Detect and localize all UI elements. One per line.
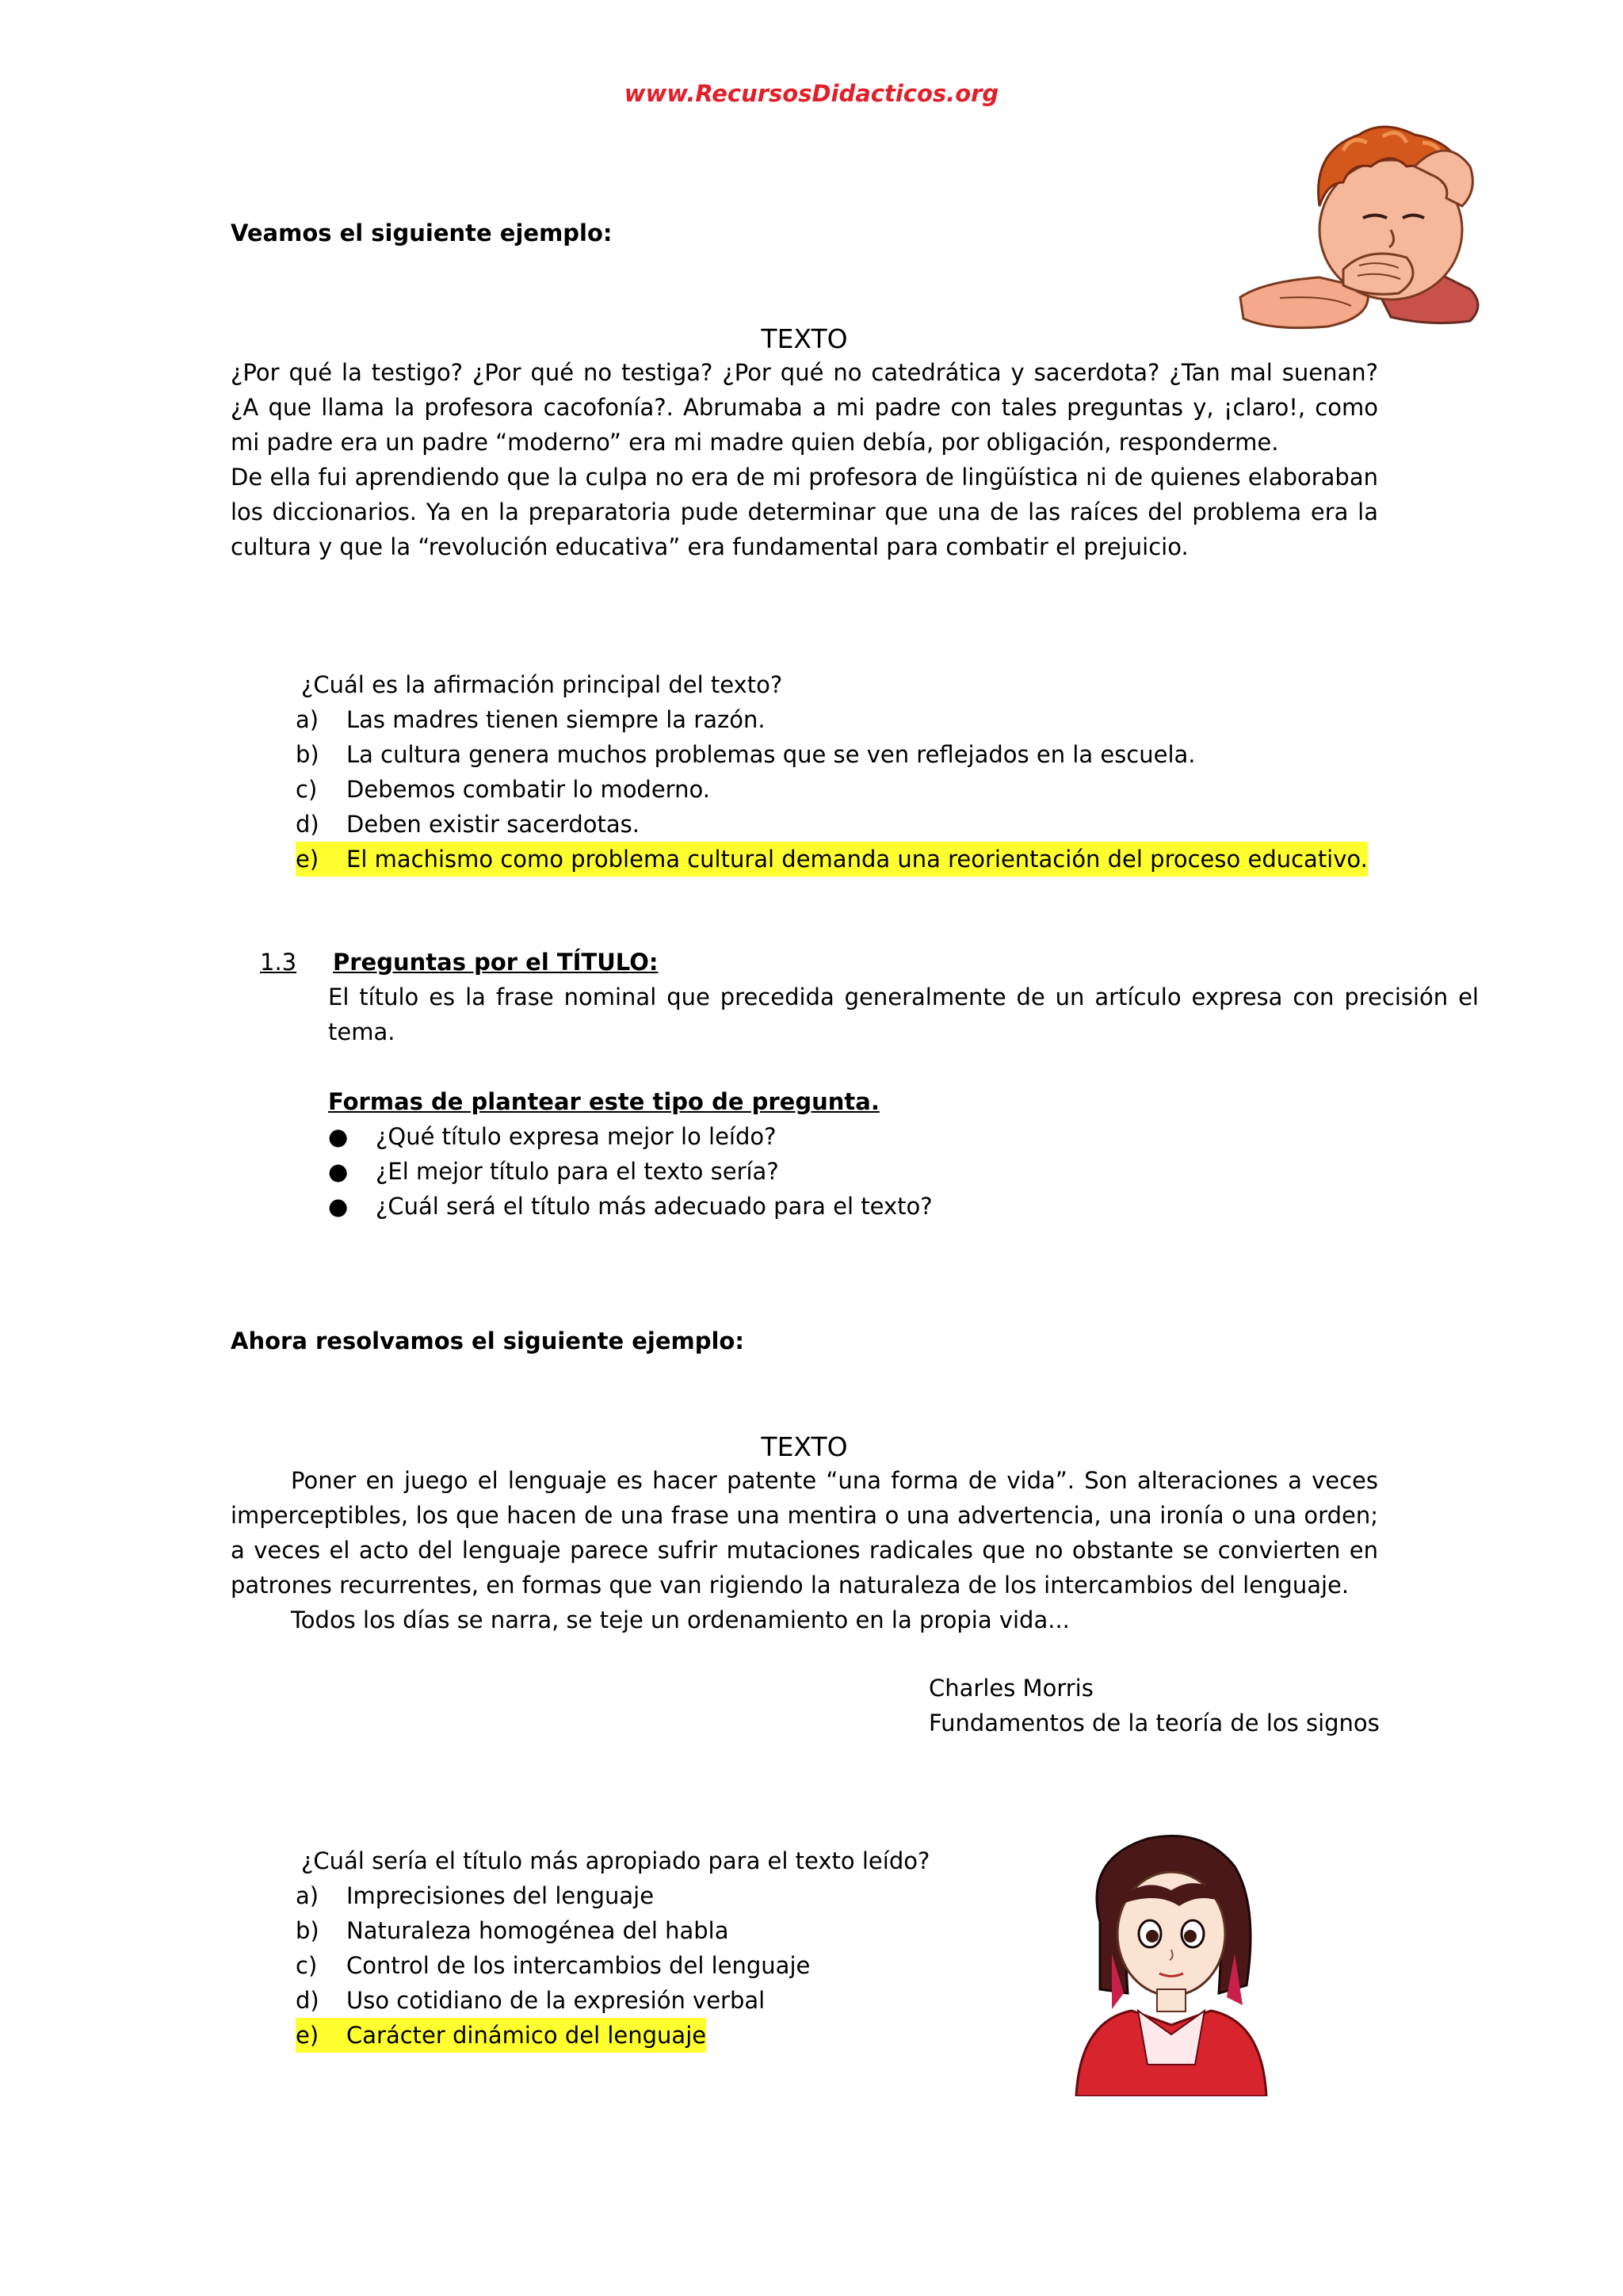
option-e-highlighted[interactable] <box>296 842 1368 877</box>
option-text: Imprecisiones del lenguaje <box>346 1882 655 1909</box>
option-a[interactable] <box>296 1878 654 1913</box>
section3-text-block <box>231 1463 1378 1637</box>
option-text: Carácter dinámico del lenguaje <box>346 2022 707 2049</box>
forms-heading: Formas de plantear este tipo de pregunta. <box>328 1088 880 1115</box>
option-d[interactable] <box>296 807 640 842</box>
section1-paragraph: De ella fui aprendiendo que la culpa no era de mi profesora de lingüística ni de quienes elaboraban los diccionarios. Ya en la preparatoria pude determinar que una de las raíces del problema era la cultura y que la “revolución educativa” era fundamental para combatir el prejuicio. <box>231 464 1378 560</box>
option-letter: a) <box>296 706 319 733</box>
option-text: Uso cotidiano de la expresión verbal <box>346 1987 766 2014</box>
section3-intro: Ahora resolvamos el siguiente ejemplo: <box>231 1328 744 1354</box>
option-letter: d) <box>296 1987 319 2014</box>
section3-paragraph: Poner en juego el lenguaje es hacer patente “una forma de vida”. Son alteraciones a veces imperceptibles, los que hacen de una frase una mentira o una advertencia, una ironía o una orden; a veces el acto del lenguaje parece sufrir mutaciones radicales que no obstante se convierten en patrones recurrentes, en formas que van rigiendo la naturaleza de los intercambios del lenguaje. <box>231 1467 1378 1599</box>
option-a[interactable] <box>296 702 766 737</box>
girl-illustration <box>1068 1827 1273 2096</box>
header-url-link[interactable]: www.RecursosDidacticos.org <box>624 80 999 107</box>
option-text: Naturaleza homogénea del habla <box>346 1917 729 1944</box>
section-number: 1.3 <box>260 949 297 976</box>
option-e-highlighted[interactable] <box>296 2018 706 2053</box>
source-title: Fundamentos de la teoría de los signos <box>929 1710 1380 1736</box>
bullet-icon: ● <box>328 1123 349 1150</box>
option-text: Deben existir sacerdotas. <box>346 811 640 838</box>
option-letter: c) <box>296 1952 318 1979</box>
option-d[interactable] <box>296 1983 765 2018</box>
bullet-icon: ● <box>328 1158 349 1185</box>
option-letter: e) <box>296 2022 319 2049</box>
form-text: ¿Cuál será el título más adecuado para el texto? <box>376 1193 933 1220</box>
option-text: Debemos combatir lo moderno. <box>346 776 710 803</box>
option-letter: e) <box>296 846 319 873</box>
option-text: La cultura genera muchos problemas que se ven reflejados en la escuela. <box>346 741 1196 768</box>
question-text: ¿Cuál sería el título más apropiado para el texto leído? <box>301 1847 930 1874</box>
section2-definition <box>328 980 1479 1049</box>
section3-question <box>250 1843 930 1878</box>
option-c[interactable] <box>296 1948 810 1983</box>
option-letter: b) <box>296 1917 319 1944</box>
definition-text: El título es la frase nominal que precedida generalmente de un artículo expresa con precisión el tema. <box>328 984 1479 1045</box>
section1-question <box>250 667 782 702</box>
section3-paragraph: Todos los días se narra, se teje un ordenamiento en la propia vida... <box>291 1606 1070 1633</box>
option-text: Control de los intercambios del lenguaje <box>346 1952 811 1979</box>
form-text: ¿El mejor título para el texto sería? <box>376 1158 779 1185</box>
thinking-boy-illustration <box>1232 119 1502 334</box>
option-c[interactable] <box>296 772 710 807</box>
section3-texto-title: TEXTO <box>761 1431 848 1462</box>
section1-texto-title: TEXTO <box>761 323 848 354</box>
option-b[interactable] <box>296 1913 729 1948</box>
form-item <box>328 1119 777 1154</box>
option-letter: a) <box>296 1882 319 1909</box>
option-letter: c) <box>296 776 318 803</box>
option-letter: d) <box>296 811 319 838</box>
section-title: Preguntas por el TÍTULO: <box>333 949 659 976</box>
form-item <box>328 1154 779 1189</box>
author-name: Charles Morris <box>929 1675 1094 1702</box>
question-text: ¿Cuál es la afirmación principal del texto? <box>301 671 783 698</box>
option-text: Las madres tienen siempre la razón. <box>346 706 766 733</box>
option-b[interactable] <box>296 737 1196 772</box>
option-text: El machismo como problema cultural demanda una reorientación del proceso educativo. <box>346 846 1368 873</box>
section1-paragraph: ¿Por qué la testigo? ¿Por qué no testiga? ¿Por qué no catedrática y sacerdota? ¿Tan mal suenan? ¿A que llama la profesora cacofonía?. Abrumaba a mi padre con tales preguntas y, ¡claro!, como mi padre era un padre “moderno” era mi madre quien debía, por obligación, responderme. <box>231 359 1378 456</box>
option-letter: b) <box>296 741 319 768</box>
section1-intro: Veamos el siguiente ejemplo: <box>231 220 613 246</box>
section1-text-block <box>231 355 1378 564</box>
bullet-icon: ● <box>328 1193 349 1220</box>
section2-heading <box>260 945 658 980</box>
form-item <box>328 1189 933 1224</box>
form-text: ¿Qué título expresa mejor lo leído? <box>376 1123 777 1150</box>
